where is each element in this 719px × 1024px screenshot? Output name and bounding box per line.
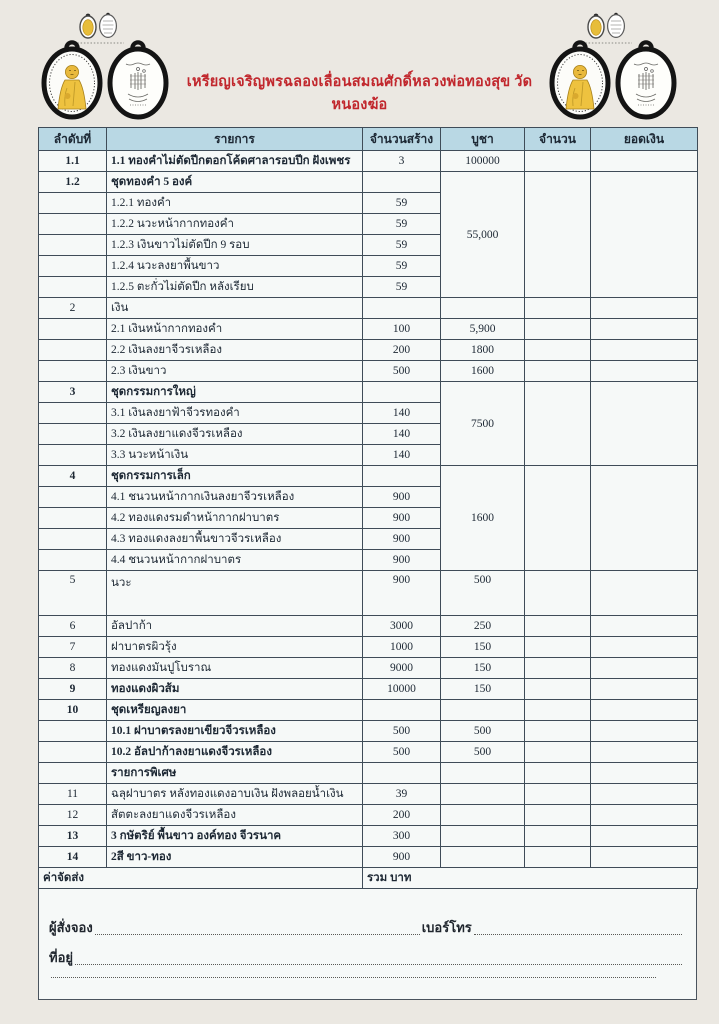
cell-qty-made: 500 — [363, 361, 441, 382]
order-info-box — [38, 889, 697, 1000]
cell-amount — [591, 571, 698, 616]
cell-no — [39, 193, 107, 214]
table-row — [39, 826, 698, 847]
cell-qty-made: 900 — [363, 529, 441, 550]
cell-qty-made — [363, 382, 441, 403]
cell-count — [525, 721, 591, 742]
cell-item: ชุดกรรมการใหญ่ — [107, 382, 363, 403]
cell-price — [441, 826, 525, 847]
cell-no: 4 — [39, 466, 107, 487]
cell-qty-made: 140 — [363, 445, 441, 466]
cell-amount — [591, 826, 698, 847]
table-row — [39, 151, 698, 172]
cell-amount — [591, 637, 698, 658]
cell-item: 1.2.4 นวะลงยาพื้นขาว — [107, 256, 363, 277]
cell-price — [441, 847, 525, 868]
table-row — [39, 784, 698, 805]
cell-amount — [591, 700, 698, 721]
col-header-count: จำนวน — [525, 128, 591, 151]
cell-qty-made: 10000 — [363, 679, 441, 700]
cell-item: 2สี ขาว-ทอง — [107, 847, 363, 868]
cell-price: 150 — [441, 658, 525, 679]
cell-amount — [591, 805, 698, 826]
table-footer-row — [39, 868, 698, 889]
cell-no — [39, 550, 107, 571]
cell-item: 2.3 เงินขาว — [107, 361, 363, 382]
orderer-line — [49, 917, 684, 938]
table-row — [39, 571, 698, 616]
cell-qty-made: 59 — [363, 214, 441, 235]
table-row — [39, 466, 698, 487]
phone-fill-line — [474, 934, 682, 935]
cell-price: 250 — [441, 616, 525, 637]
cell-no — [39, 340, 107, 361]
cell-no — [39, 763, 107, 784]
cell-count — [525, 172, 591, 298]
cell-qty-made: 140 — [363, 403, 441, 424]
cell-qty-made: 3 — [363, 151, 441, 172]
cell-no: 12 — [39, 805, 107, 826]
cell-item: ฉลุฝาบาตร หลังทองแดงอาบเงิน ฝังพลอยน้ำเงิน — [107, 784, 363, 805]
amulet-front-back-icon — [542, 8, 694, 120]
address-fill-line-2 — [51, 977, 656, 978]
cell-amount — [591, 847, 698, 868]
table-row — [39, 616, 698, 637]
cell-amount — [591, 763, 698, 784]
table-row — [39, 847, 698, 868]
cell-item: เงิน — [107, 298, 363, 319]
cell-amount — [591, 784, 698, 805]
cell-no: 10 — [39, 700, 107, 721]
cell-item: 1.2.3 เงินขาวไม่ตัดปีก 9 รอบ — [107, 235, 363, 256]
cell-count — [525, 340, 591, 361]
cell-qty-made: 140 — [363, 424, 441, 445]
cell-price — [441, 298, 525, 319]
cell-qty-made: 39 — [363, 784, 441, 805]
cell-item: 1.2.2 นวะหน้ากากทองคำ — [107, 214, 363, 235]
orderer-fill-line — [95, 934, 420, 935]
cell-no — [39, 235, 107, 256]
col-header-item: รายการ — [107, 128, 363, 151]
cell-no: 5 — [39, 571, 107, 616]
cell-item: 3.1 เงินลงยาฟ้าจีวรทองคำ — [107, 403, 363, 424]
cell-price — [441, 805, 525, 826]
cell-no — [39, 277, 107, 298]
cell-amount — [591, 340, 698, 361]
cell-item: 1.1 ทองคำไม่ตัดปีกตอกโค้ดศาลารอบปีก ฝังเพชร — [107, 151, 363, 172]
cell-qty-made: 300 — [363, 826, 441, 847]
cell-item: ทองแดงผิวส้ม — [107, 679, 363, 700]
cell-qty-made: 100 — [363, 319, 441, 340]
cell-qty-made — [363, 763, 441, 784]
cell-no: 11 — [39, 784, 107, 805]
cell-item: ชุดกรรมการเล็ก — [107, 466, 363, 487]
cell-no — [39, 214, 107, 235]
cell-no — [39, 487, 107, 508]
amulet-medallions-image-left — [34, 8, 186, 120]
table-row — [39, 361, 698, 382]
cell-item: 3.2 เงินลงยาแดงจีวรเหลือง — [107, 424, 363, 445]
table-header-row — [39, 128, 698, 151]
address-fill-line — [75, 964, 682, 965]
cell-qty-made: 3000 — [363, 616, 441, 637]
cell-item: 1.2.1 ทองคำ — [107, 193, 363, 214]
cell-qty-made: 1000 — [363, 637, 441, 658]
cell-amount — [591, 616, 698, 637]
table-row — [39, 172, 698, 193]
cell-item: ชุดเหรียญลงยา — [107, 700, 363, 721]
cell-amount — [591, 466, 698, 571]
table-row — [39, 340, 698, 361]
table-row — [39, 382, 698, 403]
cell-count — [525, 151, 591, 172]
cell-qty-made: 200 — [363, 340, 441, 361]
order-table — [38, 127, 698, 889]
cell-shipping-label: ค่าจัดส่ง — [39, 868, 363, 889]
cell-item: 2.2 เงินลงยาจีวรเหลือง — [107, 340, 363, 361]
cell-no — [39, 445, 107, 466]
cell-item: 4.2 ทองแดงรมดำหน้ากากฝาบาตร — [107, 508, 363, 529]
cell-amount — [591, 172, 698, 298]
table-row — [39, 721, 698, 742]
table-row — [39, 742, 698, 763]
cell-amount — [591, 658, 698, 679]
cell-amount — [591, 679, 698, 700]
cell-price: 7500 — [441, 382, 525, 466]
cell-item: ทองแดงมันปูโบราณ — [107, 658, 363, 679]
cell-no — [39, 319, 107, 340]
cell-total-label: รวม บาท — [363, 868, 698, 889]
cell-qty-made: 9000 — [363, 658, 441, 679]
table-row — [39, 637, 698, 658]
cell-price: 1600 — [441, 466, 525, 571]
cell-item: ชุดทองคำ 5 องค์ — [107, 172, 363, 193]
cell-count — [525, 658, 591, 679]
cell-item: 4.4 ชนวนหน้ากากฝาบาตร — [107, 550, 363, 571]
order-content — [38, 127, 697, 1000]
cell-price: 1800 — [441, 340, 525, 361]
table-row — [39, 679, 698, 700]
cell-qty-made: 500 — [363, 742, 441, 763]
cell-no: 13 — [39, 826, 107, 847]
address-line-2 — [49, 977, 684, 981]
col-header-price: บูชา — [441, 128, 525, 151]
cell-qty-made: 900 — [363, 508, 441, 529]
cell-price: 1600 — [441, 361, 525, 382]
cell-amount — [591, 382, 698, 466]
cell-qty-made: 900 — [363, 847, 441, 868]
cell-count — [525, 319, 591, 340]
cell-qty-made: 900 — [363, 550, 441, 571]
cell-qty-made: 900 — [363, 571, 441, 616]
table-row — [39, 763, 698, 784]
cell-count — [525, 847, 591, 868]
cell-price: 55,000 — [441, 172, 525, 298]
cell-count — [525, 763, 591, 784]
cell-qty-made: 59 — [363, 277, 441, 298]
cell-item: 1.2.5 ตะกั่วไม่ตัดปีก หลังเรียบ — [107, 277, 363, 298]
cell-item: ฝาบาตรผิวรุ้ง — [107, 637, 363, 658]
cell-item: 2.1 เงินหน้ากากทองคำ — [107, 319, 363, 340]
cell-no: 2 — [39, 298, 107, 319]
cell-no — [39, 742, 107, 763]
cell-price: 500 — [441, 571, 525, 616]
cell-amount — [591, 319, 698, 340]
cell-price: 150 — [441, 679, 525, 700]
cell-qty-made: 59 — [363, 256, 441, 277]
cell-item: 4.1 ชนวนหน้ากากเงินลงยาจีวรเหลือง — [107, 487, 363, 508]
cell-qty-made — [363, 466, 441, 487]
cell-qty-made: 200 — [363, 805, 441, 826]
document-title: เหรียญเจริญพรฉลองเลื่อนสมณศักดิ์หลวงพ่อทองสุข วัดหนองฆ้อ — [186, 74, 533, 113]
cell-item: 4.3 ทองแดงลงยาพื้นขาวจีวรเหลือง — [107, 529, 363, 550]
cell-count — [525, 700, 591, 721]
cell-qty-made — [363, 700, 441, 721]
amulet-front-back-icon — [34, 8, 186, 120]
col-header-no: ลำดับที่ — [39, 128, 107, 151]
cell-no — [39, 721, 107, 742]
cell-amount — [591, 298, 698, 319]
cell-count — [525, 571, 591, 616]
cell-count — [525, 637, 591, 658]
cell-count — [525, 466, 591, 571]
cell-qty-made: 59 — [363, 235, 441, 256]
cell-count — [525, 784, 591, 805]
cell-no: 7 — [39, 637, 107, 658]
cell-no — [39, 424, 107, 445]
page-header — [0, 6, 719, 124]
cell-no — [39, 508, 107, 529]
cell-price — [441, 763, 525, 784]
amulet-medallions-image-right — [542, 8, 694, 120]
cell-qty-made — [363, 298, 441, 319]
cell-amount — [591, 742, 698, 763]
phone-label: เบอร์โทร — [421, 920, 472, 935]
cell-item: รายการพิเศษ — [107, 763, 363, 784]
address-line — [49, 947, 684, 968]
cell-price: 5,900 — [441, 319, 525, 340]
cell-item: 10.1 ฝาบาตรลงยาเขียวจีวรเหลือง — [107, 721, 363, 742]
cell-count — [525, 298, 591, 319]
cell-item: สัตตะลงยาแดงจีวรเหลือง — [107, 805, 363, 826]
cell-qty-made — [363, 172, 441, 193]
cell-price: 500 — [441, 721, 525, 742]
cell-item: 3 กษัตริย์ พื้นขาว องค์ทอง จีวรนาค — [107, 826, 363, 847]
cell-count — [525, 616, 591, 637]
cell-qty-made: 59 — [363, 193, 441, 214]
table-row — [39, 658, 698, 679]
cell-count — [525, 742, 591, 763]
cell-count — [525, 679, 591, 700]
cell-no: 6 — [39, 616, 107, 637]
table-body — [39, 151, 698, 889]
cell-no — [39, 256, 107, 277]
cell-price: 150 — [441, 637, 525, 658]
cell-amount — [591, 721, 698, 742]
cell-no: 1.2 — [39, 172, 107, 193]
col-header-qty-made: จำนวนสร้าง — [363, 128, 441, 151]
table-row — [39, 298, 698, 319]
cell-no — [39, 403, 107, 424]
table-row — [39, 805, 698, 826]
orderer-label: ผู้สั่งจอง — [49, 920, 93, 935]
cell-price — [441, 784, 525, 805]
cell-amount — [591, 361, 698, 382]
cell-count — [525, 382, 591, 466]
cell-price: 100000 — [441, 151, 525, 172]
cell-no: 14 — [39, 847, 107, 868]
cell-qty-made: 500 — [363, 721, 441, 742]
cell-no: 8 — [39, 658, 107, 679]
cell-no: 3 — [39, 382, 107, 403]
cell-count — [525, 826, 591, 847]
cell-price — [441, 700, 525, 721]
cell-no: 1.1 — [39, 151, 107, 172]
cell-qty-made: 900 — [363, 487, 441, 508]
cell-item: อัลปาก้า — [107, 616, 363, 637]
cell-count — [525, 805, 591, 826]
cell-no: 9 — [39, 679, 107, 700]
address-label: ที่อยู่ — [49, 950, 73, 965]
cell-item: นวะ — [107, 571, 363, 616]
cell-count — [525, 361, 591, 382]
cell-item: 10.2 อัลปาก้าลงยาแดงจีวรเหลือง — [107, 742, 363, 763]
col-header-amount: ยอดเงิน — [591, 128, 698, 151]
cell-item: 3.3 นวะหน้าเงิน — [107, 445, 363, 466]
cell-no — [39, 529, 107, 550]
cell-amount — [591, 151, 698, 172]
cell-no — [39, 361, 107, 382]
table-row — [39, 319, 698, 340]
cell-price: 500 — [441, 742, 525, 763]
table-row — [39, 700, 698, 721]
